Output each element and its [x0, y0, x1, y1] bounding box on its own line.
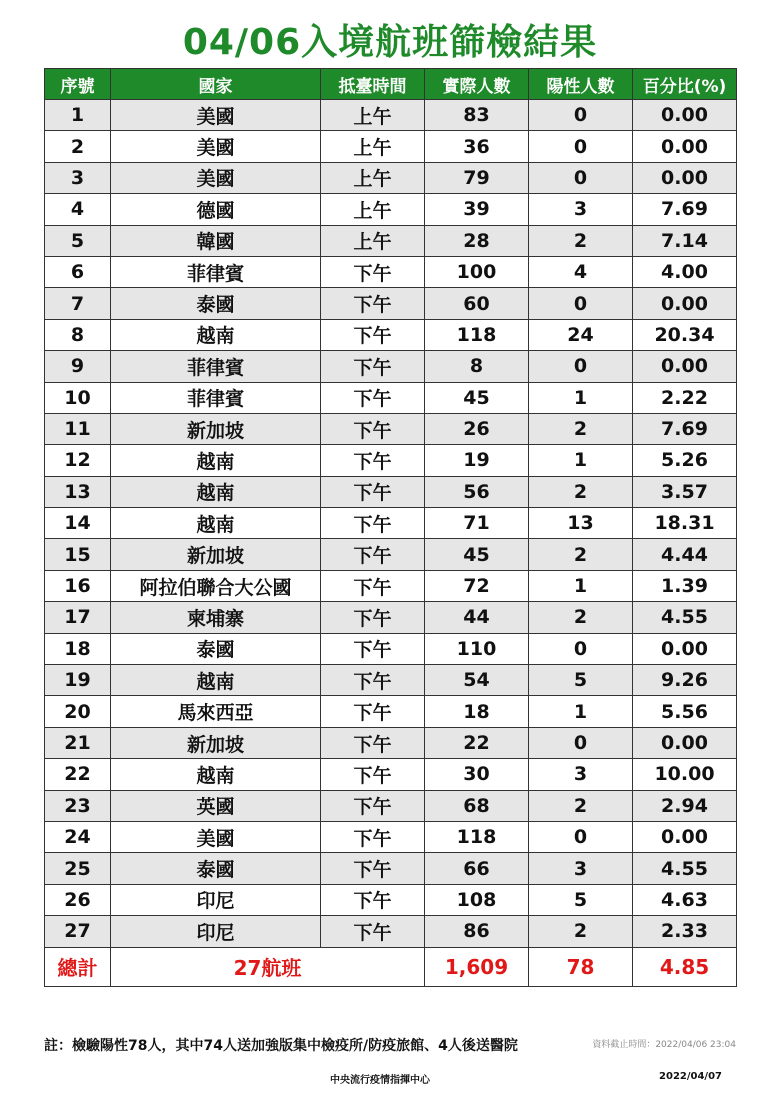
cell-positive-count: 0: [529, 131, 633, 162]
cell-percent: 7.69: [633, 194, 737, 225]
cell-arrival-time: 下午: [321, 413, 425, 444]
cell-actual-count: 60: [425, 288, 529, 319]
cell-percent: 0.00: [633, 162, 737, 193]
cell-positive-count: 0: [529, 288, 633, 319]
cell-percent: 7.14: [633, 225, 737, 256]
cell-positive-count: 24: [529, 319, 633, 350]
cell-arrival-time: 下午: [321, 790, 425, 821]
page-title: 04/06入境航班篩檢結果: [182, 22, 598, 63]
cell-actual-count: 8: [425, 351, 529, 382]
table-body: [45, 100, 737, 948]
table-row: [45, 853, 737, 884]
cell-country: 新加坡: [111, 413, 321, 444]
cell-percent: 4.63: [633, 884, 737, 915]
footnote: [44, 1035, 736, 1055]
table-row: [45, 821, 737, 852]
cell-index: 3: [45, 162, 111, 193]
cell-positive-count: 0: [529, 727, 633, 758]
cell-positive-count: 1: [529, 382, 633, 413]
header-percent: 百分比(%): [633, 69, 737, 100]
cell-positive-count: 3: [529, 194, 633, 225]
table-row: [45, 100, 737, 131]
cell-positive-count: 13: [529, 508, 633, 539]
table-row: [45, 476, 737, 507]
data-cutoff-time: 資料截止時間：2022/04/06 23:04: [592, 1040, 736, 1050]
table-row: [45, 131, 737, 162]
cell-positive-count: 3: [529, 759, 633, 790]
cell-index: 2: [45, 131, 111, 162]
total-row: [45, 947, 737, 986]
table-header-row: [45, 69, 737, 100]
cell-index: 8: [45, 319, 111, 350]
cell-arrival-time: 下午: [321, 602, 425, 633]
table-row: [45, 696, 737, 727]
cell-country: 越南: [111, 508, 321, 539]
cell-positive-count: 2: [529, 916, 633, 947]
cell-country: 阿拉伯聯合大公國: [111, 570, 321, 601]
cell-actual-count: 39: [425, 194, 529, 225]
cell-actual-count: 56: [425, 476, 529, 507]
cell-actual-count: 44: [425, 602, 529, 633]
cell-index: 17: [45, 602, 111, 633]
cell-index: 19: [45, 665, 111, 696]
cell-percent: 3.57: [633, 476, 737, 507]
header-arrival-time: 抵臺時間: [321, 69, 425, 100]
cell-index: 20: [45, 696, 111, 727]
table-row: [45, 256, 737, 287]
cell-country: 柬埔寨: [111, 602, 321, 633]
cell-positive-count: 0: [529, 100, 633, 131]
cell-index: 11: [45, 413, 111, 444]
cell-actual-count: 18: [425, 696, 529, 727]
cell-country: 印尼: [111, 884, 321, 915]
total-flights: 27航班: [111, 947, 425, 986]
cell-positive-count: 5: [529, 884, 633, 915]
cell-positive-count: 5: [529, 665, 633, 696]
table-row: [45, 382, 737, 413]
cell-percent: 20.34: [633, 319, 737, 350]
cell-country: 越南: [111, 665, 321, 696]
cell-percent: 5.26: [633, 445, 737, 476]
cell-positive-count: 2: [529, 790, 633, 821]
cell-percent: 0.00: [633, 131, 737, 162]
cell-country: 印尼: [111, 916, 321, 947]
cell-percent: 2.94: [633, 790, 737, 821]
header-country: 國家: [111, 69, 321, 100]
cell-country: 菲律賓: [111, 256, 321, 287]
table-row: [45, 413, 737, 444]
cell-actual-count: 22: [425, 727, 529, 758]
cell-percent: 4.44: [633, 539, 737, 570]
table-row: [45, 633, 737, 664]
cell-country: 英國: [111, 790, 321, 821]
cell-index: 12: [45, 445, 111, 476]
cell-country: 德國: [111, 194, 321, 225]
cell-country: 韓國: [111, 225, 321, 256]
cell-arrival-time: 上午: [321, 100, 425, 131]
cell-actual-count: 19: [425, 445, 529, 476]
table-row: [45, 508, 737, 539]
table-row: [45, 790, 737, 821]
cell-index: 24: [45, 821, 111, 852]
cell-positive-count: 1: [529, 570, 633, 601]
cell-index: 5: [45, 225, 111, 256]
cell-country: 泰國: [111, 633, 321, 664]
cell-index: 4: [45, 194, 111, 225]
cell-percent: 1.39: [633, 570, 737, 601]
cell-index: 14: [45, 508, 111, 539]
cell-arrival-time: 下午: [321, 476, 425, 507]
cell-index: 10: [45, 382, 111, 413]
cell-actual-count: 36: [425, 131, 529, 162]
cell-percent: 10.00: [633, 759, 737, 790]
cell-arrival-time: 下午: [321, 256, 425, 287]
cell-country: 越南: [111, 476, 321, 507]
table-row: [45, 602, 737, 633]
cell-arrival-time: 下午: [321, 916, 425, 947]
cell-positive-count: 2: [529, 476, 633, 507]
cell-arrival-time: 上午: [321, 131, 425, 162]
cell-actual-count: 68: [425, 790, 529, 821]
cell-percent: 4.00: [633, 256, 737, 287]
cell-arrival-time: 下午: [321, 884, 425, 915]
cell-positive-count: 2: [529, 539, 633, 570]
cell-index: 9: [45, 351, 111, 382]
table-row: [45, 288, 737, 319]
cell-percent: 7.69: [633, 413, 737, 444]
cell-country: 美國: [111, 821, 321, 852]
cell-arrival-time: 下午: [321, 853, 425, 884]
table-row: [45, 665, 737, 696]
footer-date: 2022/04/07: [659, 1071, 722, 1082]
total-label: 總計: [45, 947, 111, 986]
cell-percent: 5.56: [633, 696, 737, 727]
cell-arrival-time: 下午: [321, 570, 425, 601]
cell-country: 越南: [111, 445, 321, 476]
cell-percent: 18.31: [633, 508, 737, 539]
table-row: [45, 351, 737, 382]
cell-percent: 2.33: [633, 916, 737, 947]
cell-actual-count: 66: [425, 853, 529, 884]
table-row: [45, 884, 737, 915]
cell-arrival-time: 下午: [321, 665, 425, 696]
cell-country: 美國: [111, 162, 321, 193]
table-row: [45, 194, 737, 225]
total-positive: 78: [529, 947, 633, 986]
cell-percent: 0.00: [633, 821, 737, 852]
cell-positive-count: 0: [529, 633, 633, 664]
header-positive-count: 陽性人數: [529, 69, 633, 100]
cell-arrival-time: 下午: [321, 288, 425, 319]
cell-arrival-time: 下午: [321, 539, 425, 570]
cell-actual-count: 28: [425, 225, 529, 256]
table-row: [45, 759, 737, 790]
cell-percent: 0.00: [633, 100, 737, 131]
cell-index: 16: [45, 570, 111, 601]
table-row: [45, 225, 737, 256]
cell-actual-count: 110: [425, 633, 529, 664]
cell-arrival-time: 下午: [321, 727, 425, 758]
cell-arrival-time: 下午: [321, 351, 425, 382]
cell-index: 6: [45, 256, 111, 287]
cell-country: 泰國: [111, 288, 321, 319]
cell-positive-count: 2: [529, 602, 633, 633]
cell-index: 13: [45, 476, 111, 507]
cell-percent: 0.00: [633, 727, 737, 758]
table-row: [45, 319, 737, 350]
cell-country: 馬來西亞: [111, 696, 321, 727]
cell-arrival-time: 下午: [321, 319, 425, 350]
cell-arrival-time: 上午: [321, 194, 425, 225]
cell-arrival-time: 下午: [321, 821, 425, 852]
cell-positive-count: 0: [529, 162, 633, 193]
cell-country: 泰國: [111, 853, 321, 884]
cell-country: 新加坡: [111, 727, 321, 758]
cell-country: 越南: [111, 319, 321, 350]
cell-index: 23: [45, 790, 111, 821]
cell-actual-count: 26: [425, 413, 529, 444]
table-row: [45, 727, 737, 758]
cell-positive-count: 2: [529, 225, 633, 256]
cell-country: 菲律賓: [111, 351, 321, 382]
results-table: [44, 68, 737, 987]
cell-percent: 0.00: [633, 288, 737, 319]
cell-percent: 2.22: [633, 382, 737, 413]
cell-index: 1: [45, 100, 111, 131]
cell-positive-count: 0: [529, 351, 633, 382]
cell-arrival-time: 上午: [321, 225, 425, 256]
cell-actual-count: 45: [425, 539, 529, 570]
cell-actual-count: 100: [425, 256, 529, 287]
cell-actual-count: 108: [425, 884, 529, 915]
cell-country: 越南: [111, 759, 321, 790]
table-row: [45, 445, 737, 476]
cell-percent: 4.55: [633, 602, 737, 633]
cell-arrival-time: 下午: [321, 508, 425, 539]
cell-arrival-time: 上午: [321, 162, 425, 193]
cell-index: 7: [45, 288, 111, 319]
table-row: [45, 539, 737, 570]
cell-percent: 4.55: [633, 853, 737, 884]
cell-actual-count: 30: [425, 759, 529, 790]
total-percent: 4.85: [633, 947, 737, 986]
cell-country: 美國: [111, 131, 321, 162]
cell-actual-count: 86: [425, 916, 529, 947]
cell-actual-count: 71: [425, 508, 529, 539]
header-actual-count: 實際人數: [425, 69, 529, 100]
cell-actual-count: 118: [425, 319, 529, 350]
cell-positive-count: 4: [529, 256, 633, 287]
cell-positive-count: 3: [529, 853, 633, 884]
cell-index: 22: [45, 759, 111, 790]
table-row: [45, 570, 737, 601]
footer-organization: 中央流行疫情指揮中心: [330, 1075, 430, 1086]
cell-arrival-time: 下午: [321, 633, 425, 664]
cell-actual-count: 79: [425, 162, 529, 193]
cell-index: 27: [45, 916, 111, 947]
cell-index: 15: [45, 539, 111, 570]
cell-index: 26: [45, 884, 111, 915]
cell-actual-count: 54: [425, 665, 529, 696]
cell-positive-count: 2: [529, 413, 633, 444]
cell-arrival-time: 下午: [321, 382, 425, 413]
cell-country: 美國: [111, 100, 321, 131]
cell-country: 新加坡: [111, 539, 321, 570]
cell-index: 25: [45, 853, 111, 884]
footnote-text: 註：檢驗陽性78人，其中74人送加強版集中檢疫所/防疫旅館、4人後送醫院: [44, 1038, 518, 1054]
cell-positive-count: 1: [529, 445, 633, 476]
cell-country: 菲律賓: [111, 382, 321, 413]
cell-actual-count: 83: [425, 100, 529, 131]
cell-percent: 9.26: [633, 665, 737, 696]
cell-percent: 0.00: [633, 633, 737, 664]
table-row: [45, 916, 737, 947]
cell-actual-count: 72: [425, 570, 529, 601]
cell-positive-count: 1: [529, 696, 633, 727]
cell-actual-count: 118: [425, 821, 529, 852]
cell-arrival-time: 下午: [321, 445, 425, 476]
cell-arrival-time: 下午: [321, 759, 425, 790]
cell-actual-count: 45: [425, 382, 529, 413]
table-row: [45, 162, 737, 193]
cell-index: 21: [45, 727, 111, 758]
cell-index: 18: [45, 633, 111, 664]
total-actual: 1,609: [425, 947, 529, 986]
cell-positive-count: 0: [529, 821, 633, 852]
header-index: 序號: [45, 69, 111, 100]
cell-arrival-time: 下午: [321, 696, 425, 727]
cell-percent: 0.00: [633, 351, 737, 382]
